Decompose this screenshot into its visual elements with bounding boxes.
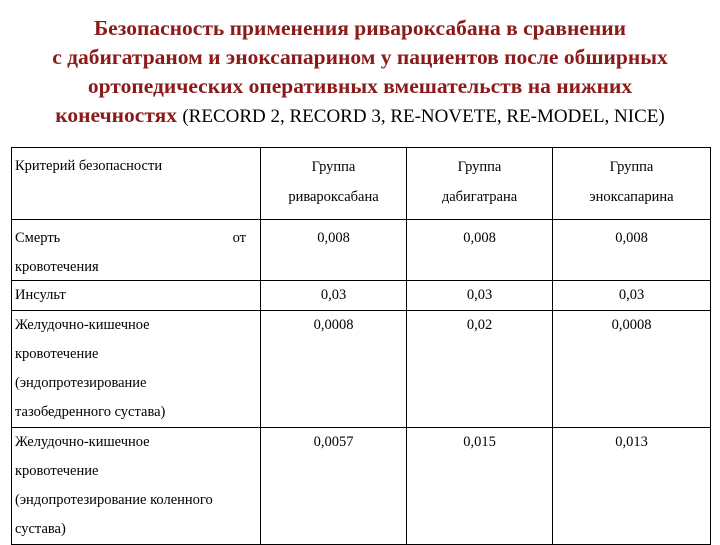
title-line-2: с дабигатраном и эноксапарином у пациентов после обширных [52,45,668,69]
row-gi-hip-label [12,311,261,428]
gi-hip-line-4: тазобедренного сустава) [15,404,166,420]
header-rivaroxaban-l1: Группа [311,159,356,175]
gi-hip-rivaroxaban: 0,0008 [261,311,407,428]
gi-hip-line-3: (эндопротезирование [15,375,147,391]
title-bold-word: конечностях [55,103,177,127]
title-line-3: ортопедических оперативных вмешательств на нижних [87,74,633,98]
header-criterion: Критерий безопасности [12,148,261,220]
header-dabigatran-l1: Группа [457,159,502,175]
row-stroke-label: Инсульт [12,281,261,311]
gi-knee-line-1: Желудочно-кишечное [15,434,150,450]
table-row [12,311,711,428]
header-rivaroxaban-l2: ривароксабана [288,189,379,205]
death-rivaroxaban: 0,008 [261,220,407,281]
table-row [12,428,711,545]
gi-knee-dabigatran: 0,015 [407,428,553,545]
header-dabigatran-l2: дабигатрана [441,189,518,205]
gi-knee-rivaroxaban: 0,0057 [261,428,407,545]
header-dabigatran [407,148,553,220]
slide-title [0,14,720,131]
death-dabigatran: 0,008 [407,220,553,281]
header-enoxaparin [553,148,711,220]
row-gi-knee-label [12,428,261,545]
stroke-dabigatran: 0,03 [407,281,553,311]
table-row [12,281,711,311]
table-header-row [12,148,711,220]
gi-knee-line-3: (эндопротезирование коленного [15,492,213,508]
title-references: (RECORD 2, RECORD 3, RE-NOVETE, RE-MODEL, NICE) [182,106,665,127]
gi-hip-line-1: Желудочно-кишечное [15,317,150,333]
death-label-a: Смерть [15,230,61,246]
table-row [12,220,711,281]
death-enoxaparin: 0,008 [553,220,711,281]
gi-hip-line-2: кровотечение [15,346,99,362]
row-death-label [12,220,261,281]
stroke-rivaroxaban: 0,03 [261,281,407,311]
stroke-enoxaparin: 0,03 [553,281,711,311]
header-rivaroxaban [261,148,407,220]
gi-hip-dabigatran: 0,02 [407,311,553,428]
safety-table [11,147,711,545]
gi-knee-line-2: кровотечение [15,463,99,479]
header-enoxaparin-l2: эноксапарина [589,189,674,205]
gi-hip-enoxaparin: 0,0008 [553,311,711,428]
gi-knee-enoxaparin: 0,013 [553,428,711,545]
gi-knee-line-4: сустава) [15,521,66,537]
header-enoxaparin-l1: Группа [609,159,654,175]
title-line-1: Безопасность применения ривароксабана в сравнении [93,16,627,40]
title-line-4 [0,101,720,131]
death-label-b: от [232,230,246,246]
death-label-c: кровотечения [15,259,99,275]
